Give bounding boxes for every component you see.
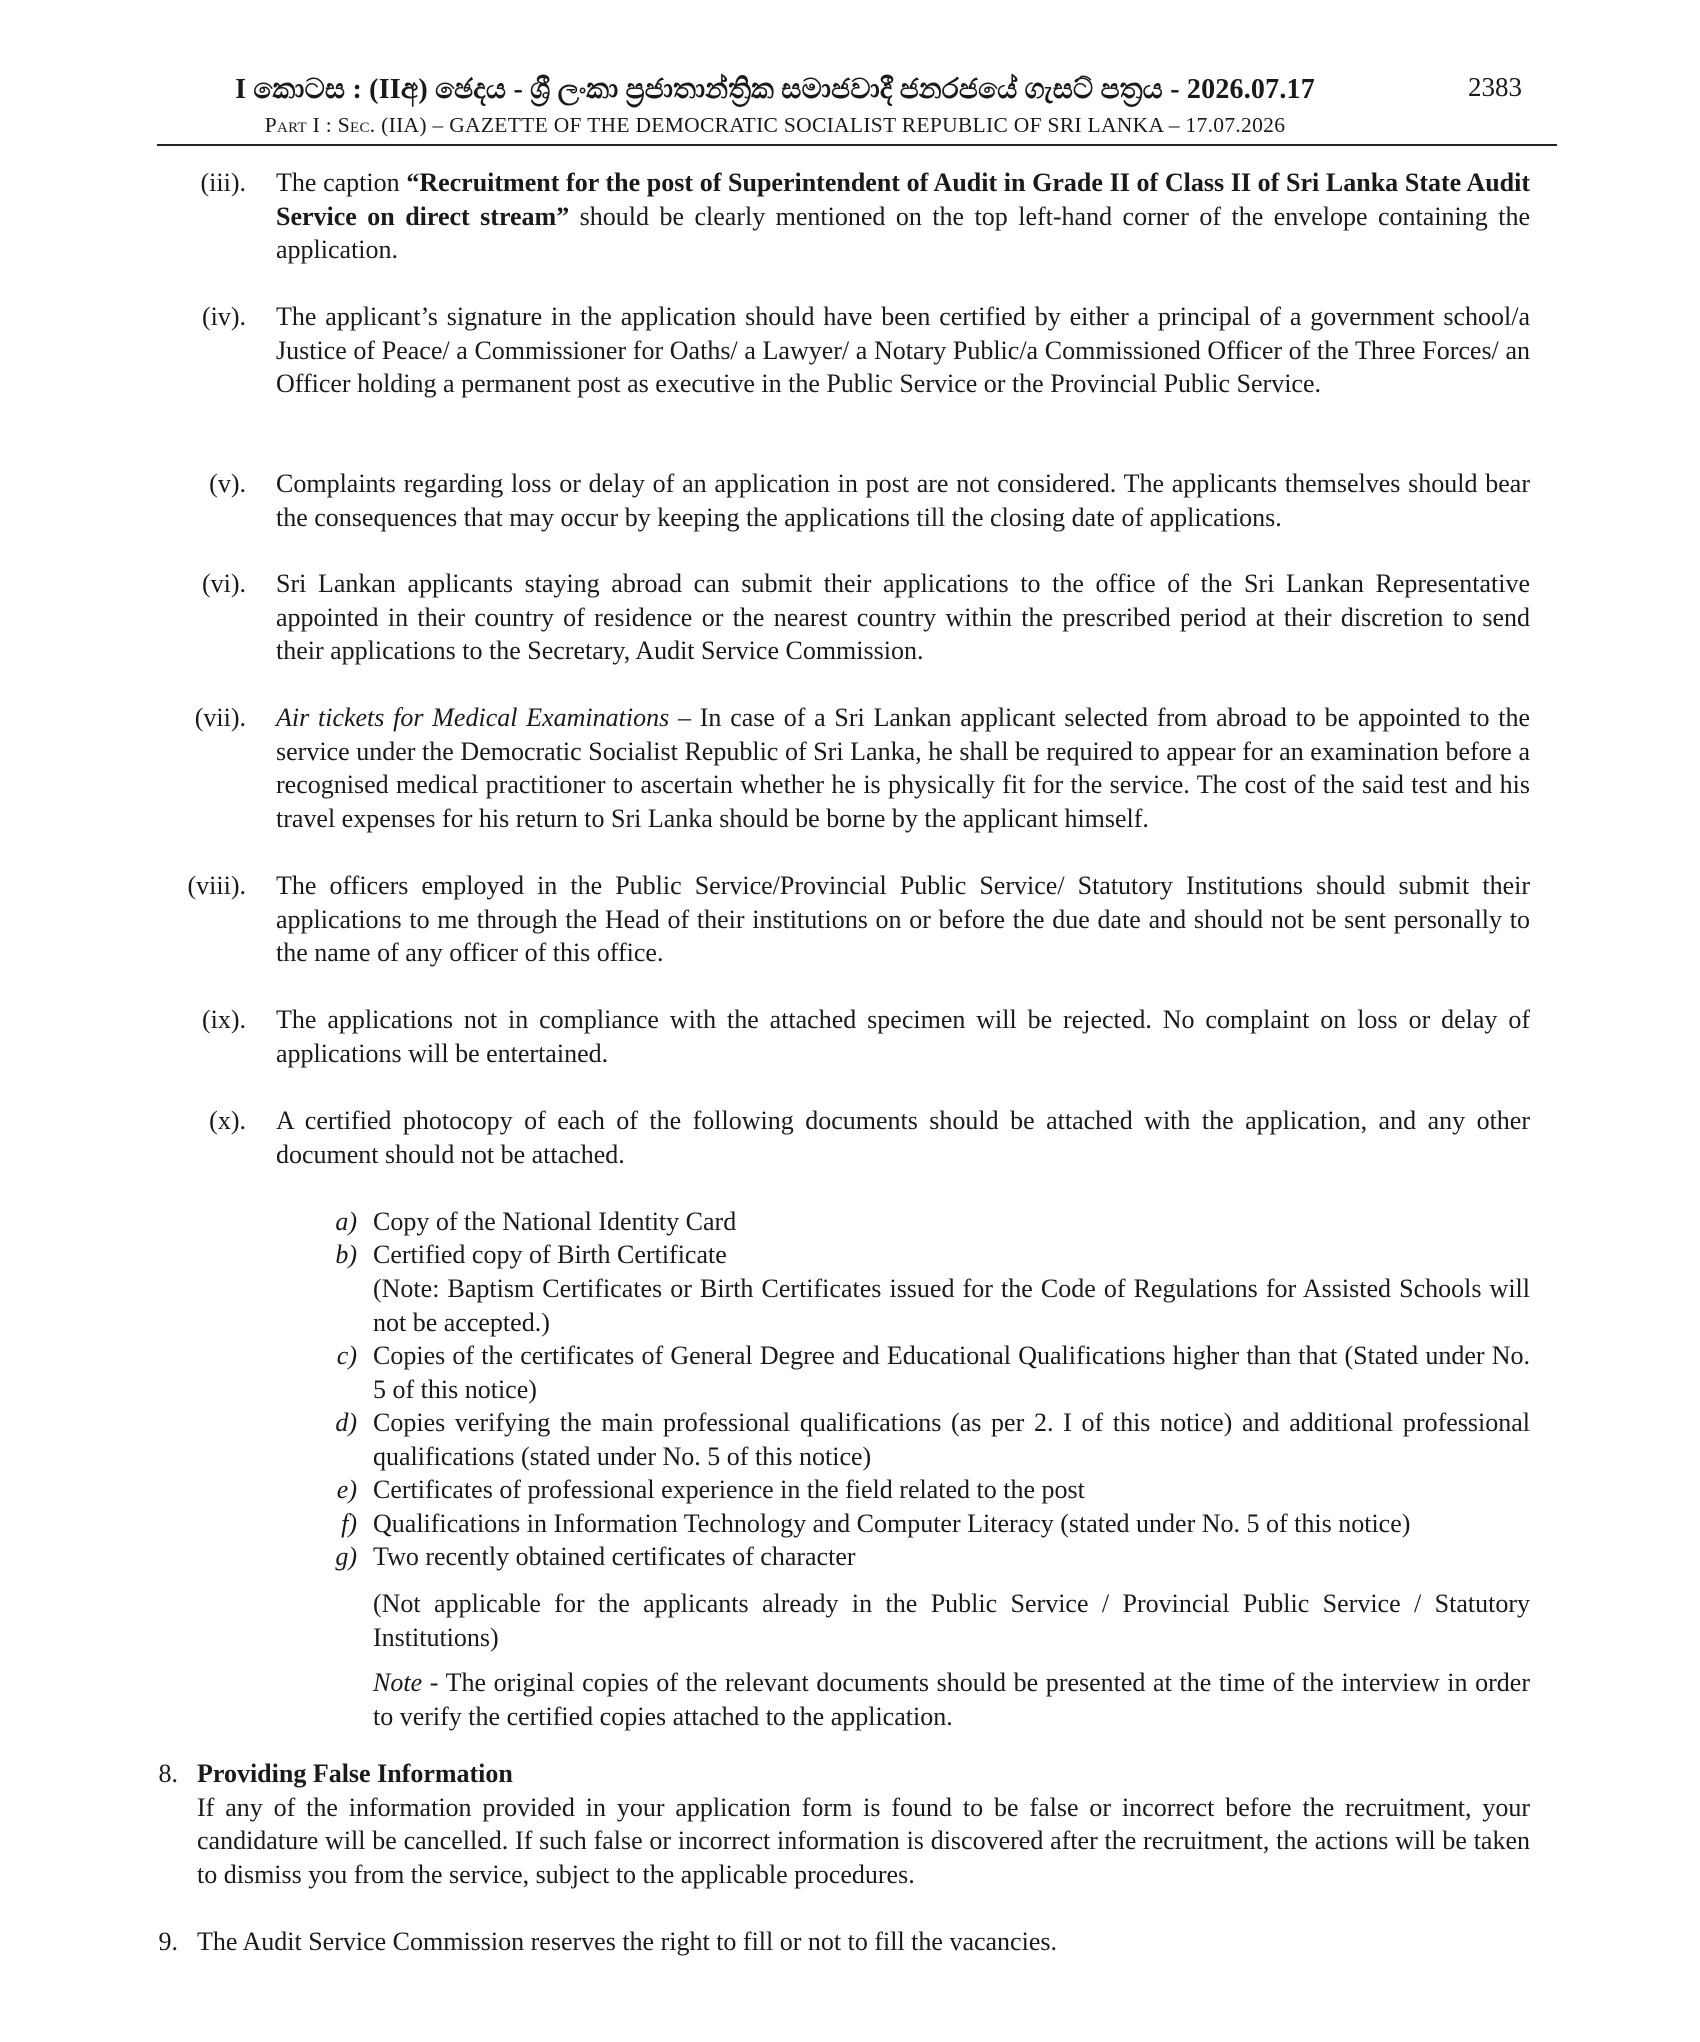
section-8 [150,1757,1530,1891]
sub-item-text: Copies verifying the main professional qualifications (as per 2. I of this notice) and additional professional qualifications (stated under No. 5 of this notice) [373,1408,1530,1471]
sub-item-text: Certificates of professional experience in the field related to the post [373,1475,1085,1504]
note-label: Note - [373,1668,439,1697]
item-number: (x). [209,1106,246,1135]
sub-list-item [320,1238,1530,1272]
item-number: (vi). [201,569,246,598]
sub-item-label: c) [336,1341,357,1370]
item-number: (iii). [200,168,246,197]
note-text: The original copies of the relevant documents should be presented at the time of the interview in order to verify the certified copies attached to the application. [373,1668,1531,1731]
item-italic-heading: Air tickets for Medical Examinations – [276,703,691,732]
sub-list-item [320,1540,1530,1574]
item-text-post: should be clearly mentioned on the top left-hand corner of the envelope containing the application. [276,201,1530,265]
sub-list-item [320,1272,1530,1339]
sub-item-label: a) [335,1207,357,1236]
item-text: Complaints regarding loss or delay of an application in post are not considered. The applicants themselves should bear the consequences that may occur by keeping the applications till the closing date of applications. [276,469,1530,532]
sub-list-item [320,1339,1530,1406]
section-9 [150,1925,1530,1959]
sub-item-label: b) [335,1240,357,1269]
sub-item-text: Copy of the National Identity Card [373,1207,737,1236]
item-text: Sri Lankan applicants staying abroad can submit their applications to the office of the Sri Lankan Representative appointed in their country of residence or the nearest country within the prescribed period at their discretion to send their applications to the Secretary, Audit Service Commission. [276,569,1530,666]
sub-item-label: d) [335,1408,357,1437]
list-item [150,567,1530,668]
list-item [150,166,1530,267]
section-title: Providing False Information [197,1759,513,1788]
list-item [150,1003,1530,1070]
list-item [150,701,1530,835]
item-text: A certified photocopy of each of the following documents should be attached with the application, and any other document should not be attached. [276,1106,1530,1169]
sub-list-item [320,1473,1530,1507]
item-text: The officers employed in the Public Service/Provincial Public Service/ Statutory Institutions should submit their applications to me through the Head of their institutions on or before the due date and should not be sent personally to the name of any officer of this office. [276,871,1530,968]
item-text-pre: The caption [276,168,407,197]
item-text-body: In case of a Sri Lankan applicant selected from abroad to be appointed to the service under the Democratic Socialist Republic of Sri Lanka, he shall be required to appear for an examination before a recognised medical practitioner to ascertain whether he is physically fit for the service. The cost of the said test and his travel expenses for his return to Sri Lanka should be borne by the applicant himself. [276,703,1530,833]
item-number: (vii). [194,703,246,732]
sub-item-text: Certified copy of Birth Certificate [373,1240,727,1269]
item-number: (v). [209,469,246,498]
section-number: 8. [158,1759,178,1788]
sub-item-text: (Note: Baptism Certificates or Birth Certificates issued for the Code of Regulations for Assisted Schools will not be accepted.) [373,1274,1530,1337]
list-item [150,869,1530,970]
gazette-header [157,72,1557,146]
item-text: The applications not in compliance with the attached specimen will be rejected. No complaint on loss or delay of applications will be entertained. [276,1005,1530,1068]
header-rule [157,144,1557,146]
header-english-line: Part I : Sec. (IIA) – GAZETTE OF THE DEMOCRATIC SOCIALIST REPUBLIC OF SRI LANKA – 17.07.2026 [264,113,1286,137]
sub-item-text: Two recently obtained certificates of character [373,1542,856,1571]
header-sinhala-line: I කොටස : (IIඅ) ඡෙදය - ශ්‍රී ලංකා ප්‍රජාතාන්ත්‍රික සමාජවාදී ජනරජයේ ගැසට් පත්‍රය - 2026.07.17 [235,74,1315,105]
item-text: The applicant’s signature in the application should have been certified by either a principal of a government school/a Justice of Peace/ a Commissioner for Oaths/ a Lawyer/ a Notary Public/a Commissioned Officer of the Three Forces/ an Officer holding a permanent post as executive in the Public Service or the Provincial Public Service. [276,302,1530,399]
item-number: (viii). [187,871,246,900]
sub-item-label: e) [336,1475,357,1504]
section-text: The Audit Service Commission reserves the right to fill or not to fill the vacancies. [197,1927,1057,1956]
section-text: If any of the information provided in your application form is found to be false or incorrect before the recruitment, your candidature will be cancelled. If such false or incorrect information is discovered after the recruitment, the actions will be taken to dismiss you from the service, subject to the applicable procedures. [197,1792,1530,1889]
not-applicable-note: (Not applicable for the applicants already in the Public Service / Provincial Public Service / Statutory Institutions) [373,1589,1530,1652]
item-text [276,701,1530,835]
sub-item-text: Copies of the certificates of General Degree and Educational Qualifications higher than that (Stated under No. 5 of this notice) [373,1341,1530,1404]
original-copies-note [373,1666,1530,1733]
sub-list-item [320,1205,1530,1239]
item-caption-bold: “Recruitment for the post of Superintendent of Audit in Grade II of Class II of Sri Lanka State Audit Service on direct stream” [276,168,1530,231]
sub-item-label: f) [341,1509,357,1538]
page-number: 2383 [1468,72,1522,102]
sub-item-label: g) [335,1542,357,1571]
list-item [150,1104,1530,1171]
item-text [276,166,1530,267]
list-item [150,467,1530,534]
sub-list-item [320,1406,1530,1473]
section-number: 9. [158,1927,178,1956]
sub-list-item [320,1507,1530,1541]
sub-item-text: Qualifications in Information Technology and Computer Literacy (stated under No. 5 of this notice) [373,1509,1411,1538]
item-number: (iv). [201,302,246,331]
list-item [150,300,1530,401]
item-number: (ix). [201,1005,246,1034]
